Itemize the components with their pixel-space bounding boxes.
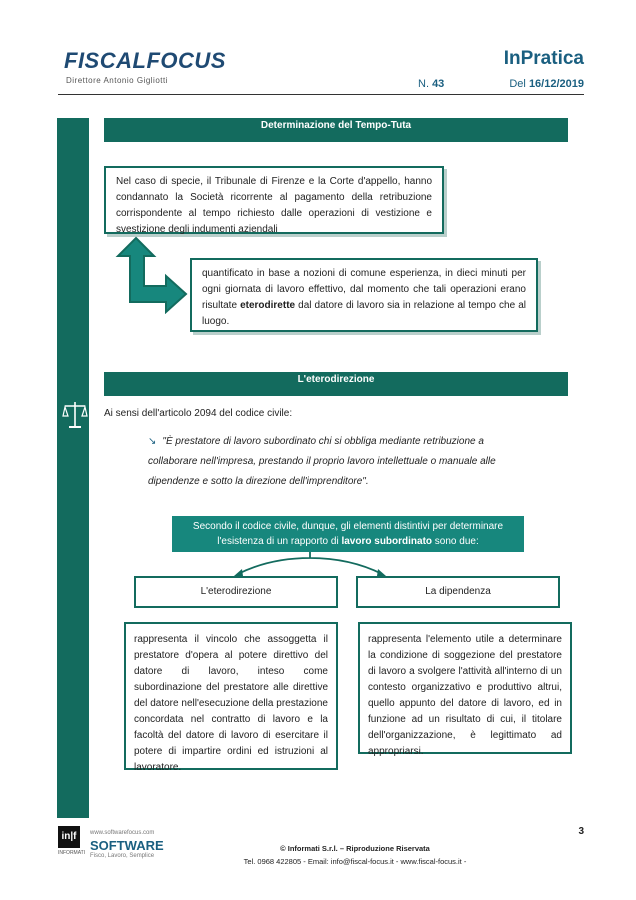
director-line: Direttore Antonio Gigliotti — [66, 76, 168, 85]
issue-date: Del 16/12/2019 — [509, 78, 584, 90]
article-intro: Ai sensi dell'articolo 2094 del codice civile: — [104, 408, 293, 419]
brand-inpratica: InPratica — [503, 48, 584, 69]
section-title-tempo-tuta: Determinazione del Tempo-Tuta — [104, 118, 568, 142]
footer-info: © Informati S.r.l. – Riproduzione Riservata Tel. 0968 422805 - Email: info@fiscal-focus.it - www.fiscal-focus.it - — [243, 844, 467, 866]
case-box: Nel caso di specie, il Tribunale di Firenze e la Corte d'appello, hanno condannato la Società ricorrente al pagamento della retribuzione corrispondente al tempo richiesto dalle operazioni di vestizione e svestizione degli indumenti aziendali — [104, 166, 444, 234]
page-number: 3 — [578, 826, 584, 837]
bent-arrow-icon — [114, 236, 188, 314]
header-divider — [58, 94, 584, 95]
software-logo: www.softwarefocus.com SOFTWARE Fisco, Lavoro, Semplice — [90, 830, 164, 859]
connector-arrows-icon — [230, 552, 390, 578]
quantification-box: quantificato in base a nozioni di comune esperienza, in dieci minuti per ogni giornata di lavoro effettivo, dal momento che tali operazioni erano risultate eterodirette dal datore di lavoro sia in relazione al tempo che al luogo. — [190, 258, 538, 332]
left-sidebar-bar — [57, 118, 89, 818]
informati-logo: in|f INFORMATI — [58, 826, 85, 856]
scales-icon — [62, 398, 88, 432]
arrow-bullet-icon: ↘ — [148, 436, 157, 447]
issue-number: N. 43 — [418, 78, 445, 90]
label-dipendenza: La dipendenza — [356, 576, 560, 608]
distinctive-elements-box: Secondo il codice civile, dunque, gli elementi distintivi per determinare l'esistenza di un rapporto di lavoro subordinato sono due: — [172, 516, 524, 552]
section-title-eterodirezione: L'eterodirezione — [104, 372, 568, 396]
logo: FISCALFOCUS — [64, 48, 226, 73]
article-quote: ↘ "È prestatore di lavoro subordinato chi si obbliga mediante retribuzione a collaborare nell'impresa, prestando il proprio lavoro intellettuale o manuale alle dipendenze e sotto la direzione dell'imprenditore". — [148, 436, 496, 487]
dipendenza-description: rappresenta l'elemento utile a determinare la condizione di soggezione del prestatore di lavoro a svolgere l'attività all'interno di un contesto organizzativo e produttivo altrui, quello appunto del datore di lavoro, ed in funzione ad un risultato di cui, il titolare dell'organizzazione, è legittimato ad appropriarsi. — [358, 622, 572, 754]
label-eterodirezione: L'eterodirezione — [134, 576, 338, 608]
eterodirezione-description: rappresenta il vincolo che assoggetta il prestatore d'opera al potere direttivo del datore di lavoro, inteso come subordinazione del prestatore alle direttive del datore nell'esecuzione della prestazione concordata nel contratto di lavoro e la facoltà del datore di lavoro di esercitare il potere di impartire ordini ed istruzioni al lavoratore. — [124, 622, 338, 770]
